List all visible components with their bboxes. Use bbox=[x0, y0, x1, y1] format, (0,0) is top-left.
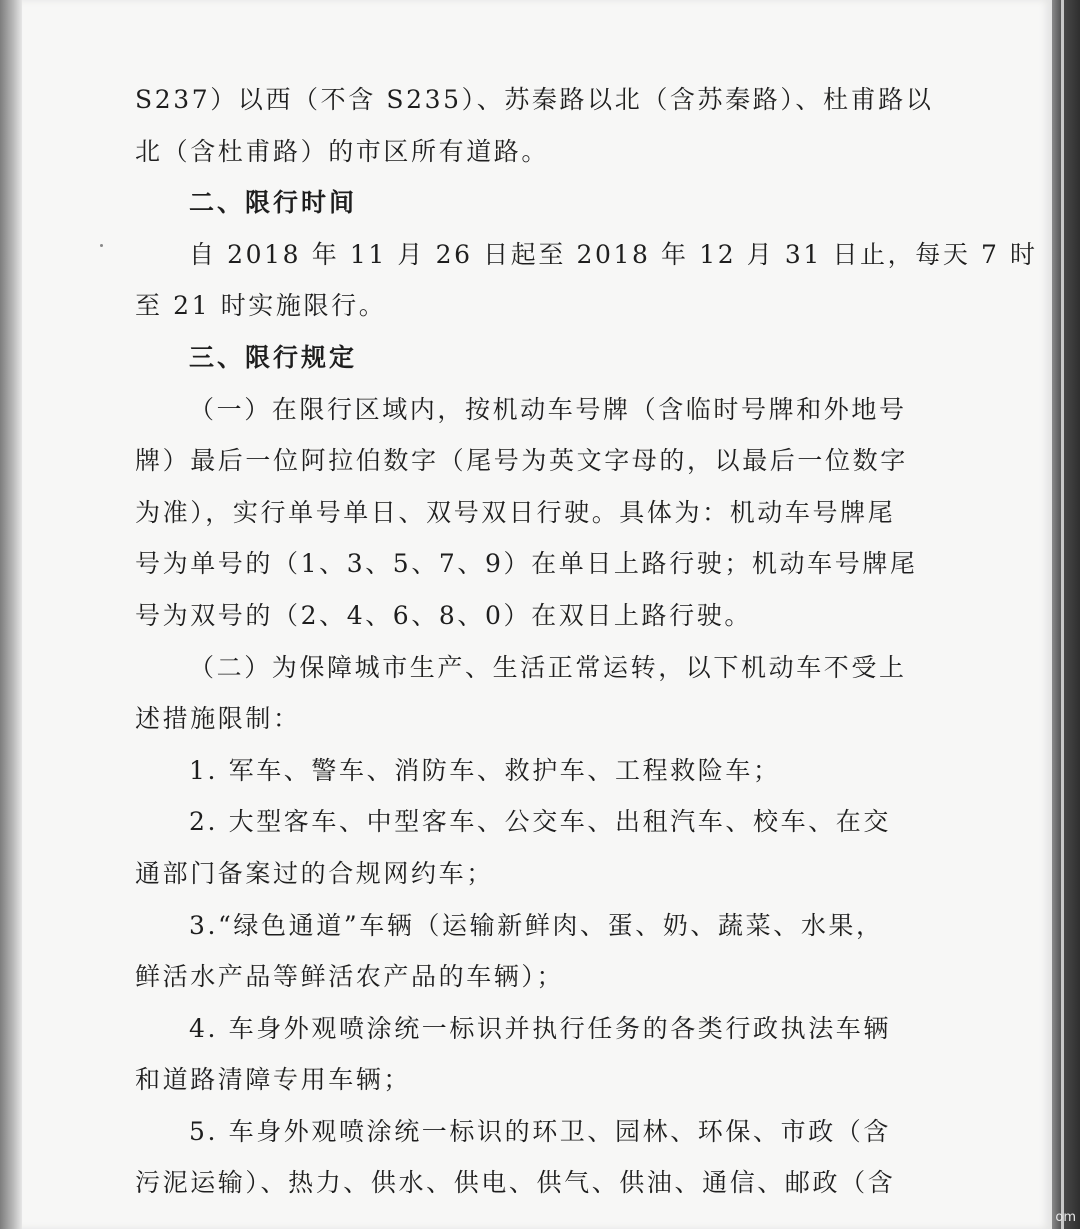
text-line: （二）为保障城市生产、生活正常运转，以下机动车不受上 bbox=[189, 652, 907, 682]
text-line: 北（含杜甫路）的市区所有道路。 bbox=[135, 136, 550, 166]
list-item: 1. 军车、警车、消防车、救护车、工程救险车； bbox=[189, 755, 781, 785]
scan-rail bbox=[1061, 0, 1064, 1229]
text-line: 自 2018 年 11 月 26 日起至 2018 年 12 月 31 日止，每天 7 时 bbox=[189, 239, 1038, 269]
text-line: S237）以西（不含 S235）、苏秦路以北（含苏秦路）、杜甫路以 bbox=[135, 85, 934, 114]
text-line: 牌）最后一位阿拉伯数字（尾号为英文字母的，以最后一位数字 bbox=[135, 446, 908, 476]
list-item: 5. 车身外观喷涂统一标识的环卫、园林、环保、市政（含 bbox=[189, 1116, 892, 1146]
document-body bbox=[135, 74, 1038, 1209]
scan-left-edge bbox=[0, 0, 22, 1229]
text-line: 污泥运输）、热力、供水、供电、供气、供油、通信、邮政（含 bbox=[135, 1168, 896, 1198]
text-line: （一）在限行区域内，按机动车号牌（含临时号牌和外地号 bbox=[189, 394, 907, 424]
section-heading-rules: 三、限行规定 bbox=[189, 342, 358, 372]
list-item: 4. 车身外观喷涂统一标识并执行任务的各类行政执法车辆 bbox=[189, 1013, 892, 1043]
text-line: 述措施限制： bbox=[135, 704, 301, 734]
text-line: 号为双号的（2、4、6、8、0）在双日上路行驶。 bbox=[135, 600, 752, 630]
text-line: 通部门备案过的合规网约车； bbox=[135, 858, 494, 888]
list-item: 2. 大型客车、中型客车、公交车、出租汽车、校车、在交 bbox=[189, 807, 892, 837]
scan-right-edge bbox=[1052, 0, 1080, 1229]
text-line: 至 21 时实施限行。 bbox=[135, 291, 387, 321]
scan-speck bbox=[100, 244, 103, 247]
text-line: 鲜活水产品等鲜活农产品的车辆）； bbox=[135, 962, 565, 992]
watermark: om bbox=[1055, 1210, 1076, 1225]
text-line: 和道路清障专用车辆； bbox=[135, 1065, 412, 1095]
list-item: 3.“绿色通道”车辆（运输新鲜肉、蛋、奶、蔬菜、水果， bbox=[189, 910, 884, 940]
text-line: 号为单号的（1、3、5、7、9）在单日上路行驶；机动车号牌尾 bbox=[135, 549, 918, 579]
section-heading-time: 二、限行时间 bbox=[189, 188, 358, 218]
text-line: 为准），实行单号单日、双号双日行驶。具体为：机动车号牌尾 bbox=[135, 497, 896, 527]
